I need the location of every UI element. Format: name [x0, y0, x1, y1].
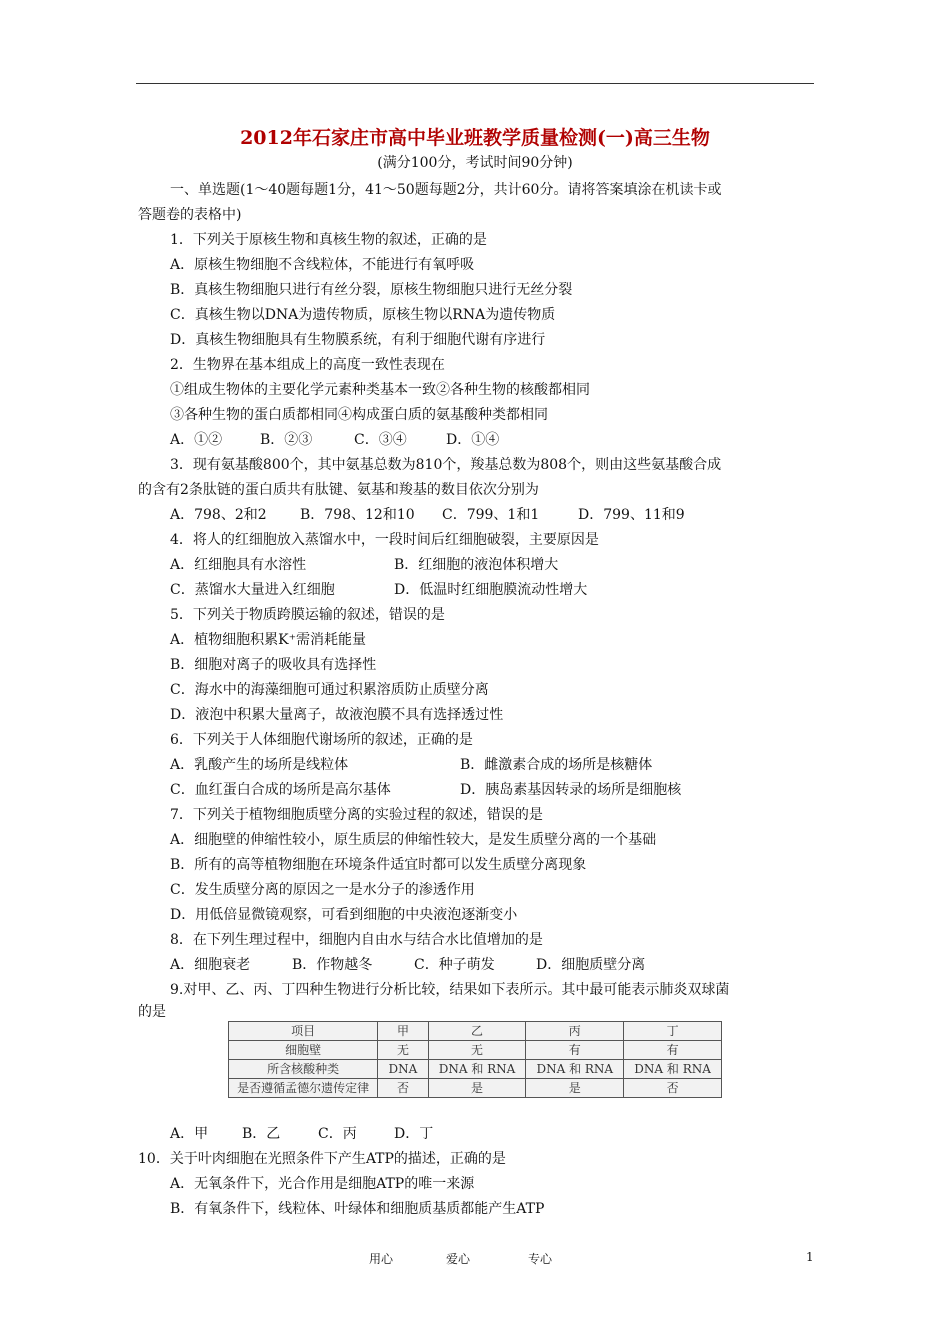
q5-stem: 5．下列关于物质跨膜运输的叙述，错误的是 [170, 607, 445, 623]
q4-options-ab [170, 556, 558, 574]
q9-options [170, 1125, 433, 1143]
footer-text-left: 用心 [369, 1252, 394, 1266]
q6-option-a: A．乳酸产生的场所是线粒体 [170, 757, 349, 773]
q6-stem: 6．下列关于人体细胞代谢场所的叙述，正确的是 [170, 732, 473, 748]
q9-option-b: B．乙 [242, 1126, 281, 1142]
comparison-table [228, 1021, 722, 1098]
section-heading-cont: 答题卷的表格中) [138, 207, 242, 223]
table-cell: 细胞壁 [229, 1041, 378, 1060]
q9-option-d: D．丁 [394, 1126, 434, 1142]
table-row [229, 1060, 722, 1079]
page-title: 2012年石家庄市高中毕业班教学质量检测(一)高三生物 [240, 127, 710, 149]
q2-statement-2: ③各种生物的蛋白质都相同④构成蛋白质的氨基酸种类都相同 [170, 407, 548, 423]
table-cell: 无 [428, 1041, 526, 1060]
table-cell: DNA 和 RNA [624, 1060, 722, 1079]
q2-option-c: C．③④ [354, 432, 407, 448]
q1-option-c: C．真核生物以DNA为遗传物质，原核生物以RNA为遗传物质 [170, 307, 556, 323]
q3-options [170, 506, 685, 524]
table-cell: 无 [378, 1041, 428, 1060]
q3-option-d: D．799、11和9 [578, 507, 685, 523]
table-header-cell: 丙 [526, 1022, 624, 1041]
q7-option-b: B．所有的高等植物细胞在环境条件适宜时都可以发生质壁分离现象 [170, 857, 587, 873]
table-header-cell: 项目 [229, 1022, 378, 1041]
q7-option-d: D．用低倍显微镜观察，可看到细胞的中央液泡逐渐变小 [170, 907, 518, 923]
footer-text-middle: 爱心 [446, 1252, 471, 1266]
table-row [229, 1079, 722, 1098]
q10-option-a: A．无氧条件下，光合作用是细胞ATP的唯一来源 [170, 1176, 475, 1192]
footer-text-right: 专心 [528, 1252, 553, 1266]
q2-options [170, 431, 499, 449]
q8-options [170, 956, 645, 974]
q10-stem: 10．关于叶肉细胞在光照条件下产生ATP的描述，正确的是 [138, 1151, 506, 1167]
q8-option-d: D．细胞质壁分离 [536, 957, 646, 973]
q2-option-b: B．②③ [260, 432, 313, 448]
q9-stem-cont: 的是 [138, 1004, 166, 1020]
q4-option-d: D．低温时红细胞膜流动性增大 [394, 582, 588, 598]
table-cell: DNA [378, 1060, 428, 1079]
q2-statement-1: ①组成生物体的主要化学元素种类基本一致②各种生物的核酸都相同 [170, 382, 590, 398]
header-rule [136, 83, 814, 84]
table-cell: DNA 和 RNA [428, 1060, 526, 1079]
q6-options-ab [170, 756, 652, 774]
q8-stem: 8．在下列生理过程中，细胞内自由水与结合水比值增加的是 [170, 932, 543, 948]
table-cell: 是否遵循孟德尔遗传定律 [229, 1079, 378, 1098]
q3-stem-cont: 的含有2条肽链的蛋白质共有肽键、氨基和羧基的数目依次分别为 [138, 482, 539, 498]
table-header-cell: 丁 [624, 1022, 722, 1041]
q2-stem: 2．生物界在基本组成上的高度一致性表现在 [170, 357, 445, 373]
q8-option-b: B．作物越冬 [292, 957, 373, 973]
q4-option-a: A．红细胞具有水溶性 [170, 557, 307, 573]
q6-option-c: C．血红蛋白合成的场所是高尔基体 [170, 782, 391, 798]
table-cell: 是 [526, 1079, 624, 1098]
q6-option-d: D．胰岛素基因转录的场所是细胞核 [460, 782, 682, 798]
table-header-cell: 乙 [428, 1022, 526, 1041]
q3-stem: 3．现有氨基酸800个，其中氨基总数为810个，羧基总数为808个，则由这些氨基酸合成 [170, 457, 722, 473]
q1-stem: 1．下列关于原核生物和真核生物的叙述，正确的是 [170, 232, 487, 248]
q4-option-c: C．蒸馏水大量进入红细胞 [170, 582, 335, 598]
table-cell: DNA 和 RNA [526, 1060, 624, 1079]
q5-option-c: C．海水中的海藻细胞可通过积累溶质防止质壁分离 [170, 682, 489, 698]
table-cell: 是 [428, 1079, 526, 1098]
table-row [229, 1041, 722, 1060]
q4-options-cd [170, 581, 587, 599]
q1-option-a: A．原核生物细胞不含线粒体，不能进行有氧呼吸 [170, 257, 475, 273]
q9-option-c: C．丙 [318, 1126, 357, 1142]
q2-option-a: A．①② [170, 432, 223, 448]
q7-stem: 7．下列关于植物细胞质壁分离的实验过程的叙述，错误的是 [170, 807, 543, 823]
q9-stem: 9.对甲、乙、丙、丁四种生物进行分析比较，结果如下表所示。其中最可能表示肺炎双球菌 [170, 982, 730, 998]
exam-info: (满分100分，考试时间90分钟) [377, 155, 573, 171]
q4-option-b: B．红细胞的液泡体积增大 [394, 557, 559, 573]
q7-option-c: C．发生质壁分离的原因之一是水分子的渗透作用 [170, 882, 475, 898]
page-number: 1 [806, 1250, 814, 1264]
q5-option-a: A．植物细胞积累K⁺需消耗能量 [170, 632, 366, 648]
q7-option-a: A．细胞壁的伸缩性较小，原生质层的伸缩性较大，是发生质壁分离的一个基础 [170, 832, 657, 848]
table-cell: 所含核酸种类 [229, 1060, 378, 1079]
q8-option-a: A．细胞衰老 [170, 957, 251, 973]
q8-option-c: C．种子萌发 [414, 957, 495, 973]
q10-option-b: B．有氧条件下，线粒体、叶绿体和细胞质基质都能产生ATP [170, 1201, 545, 1217]
q1-option-b: B．真核生物细胞只进行有丝分裂，原核生物细胞只进行无丝分裂 [170, 282, 573, 298]
table-cell: 否 [378, 1079, 428, 1098]
table-cell: 否 [624, 1079, 722, 1098]
q1-option-d: D．真核生物细胞具有生物膜系统，有利于细胞代谢有序进行 [170, 332, 546, 348]
q5-option-d: D．液泡中积累大量离子，故液泡膜不具有选择透过性 [170, 707, 504, 723]
q9-option-a: A．甲 [170, 1126, 209, 1142]
q6-option-b: B．雌激素合成的场所是核糖体 [460, 757, 653, 773]
q3-option-b: B．798、12和10 [300, 507, 415, 523]
q4-stem: 4．将人的红细胞放入蒸馏水中，一段时间后红细胞破裂，主要原因是 [170, 532, 599, 548]
q3-option-c: C．799、1和1 [442, 507, 540, 523]
q2-option-d: D．①④ [446, 432, 500, 448]
section-heading: 一、单选题(1～40题每题1分，41～50题每题2分，共计60分。请将答案填涂在机读卡或 [170, 182, 722, 198]
q6-options-cd [170, 781, 681, 799]
table-header-row [229, 1022, 722, 1041]
q5-option-b: B．细胞对离子的吸收具有选择性 [170, 657, 377, 673]
table-cell: 有 [526, 1041, 624, 1060]
q3-option-a: A．798、2和2 [170, 507, 267, 523]
table-cell: 有 [624, 1041, 722, 1060]
table-header-cell: 甲 [378, 1022, 428, 1041]
